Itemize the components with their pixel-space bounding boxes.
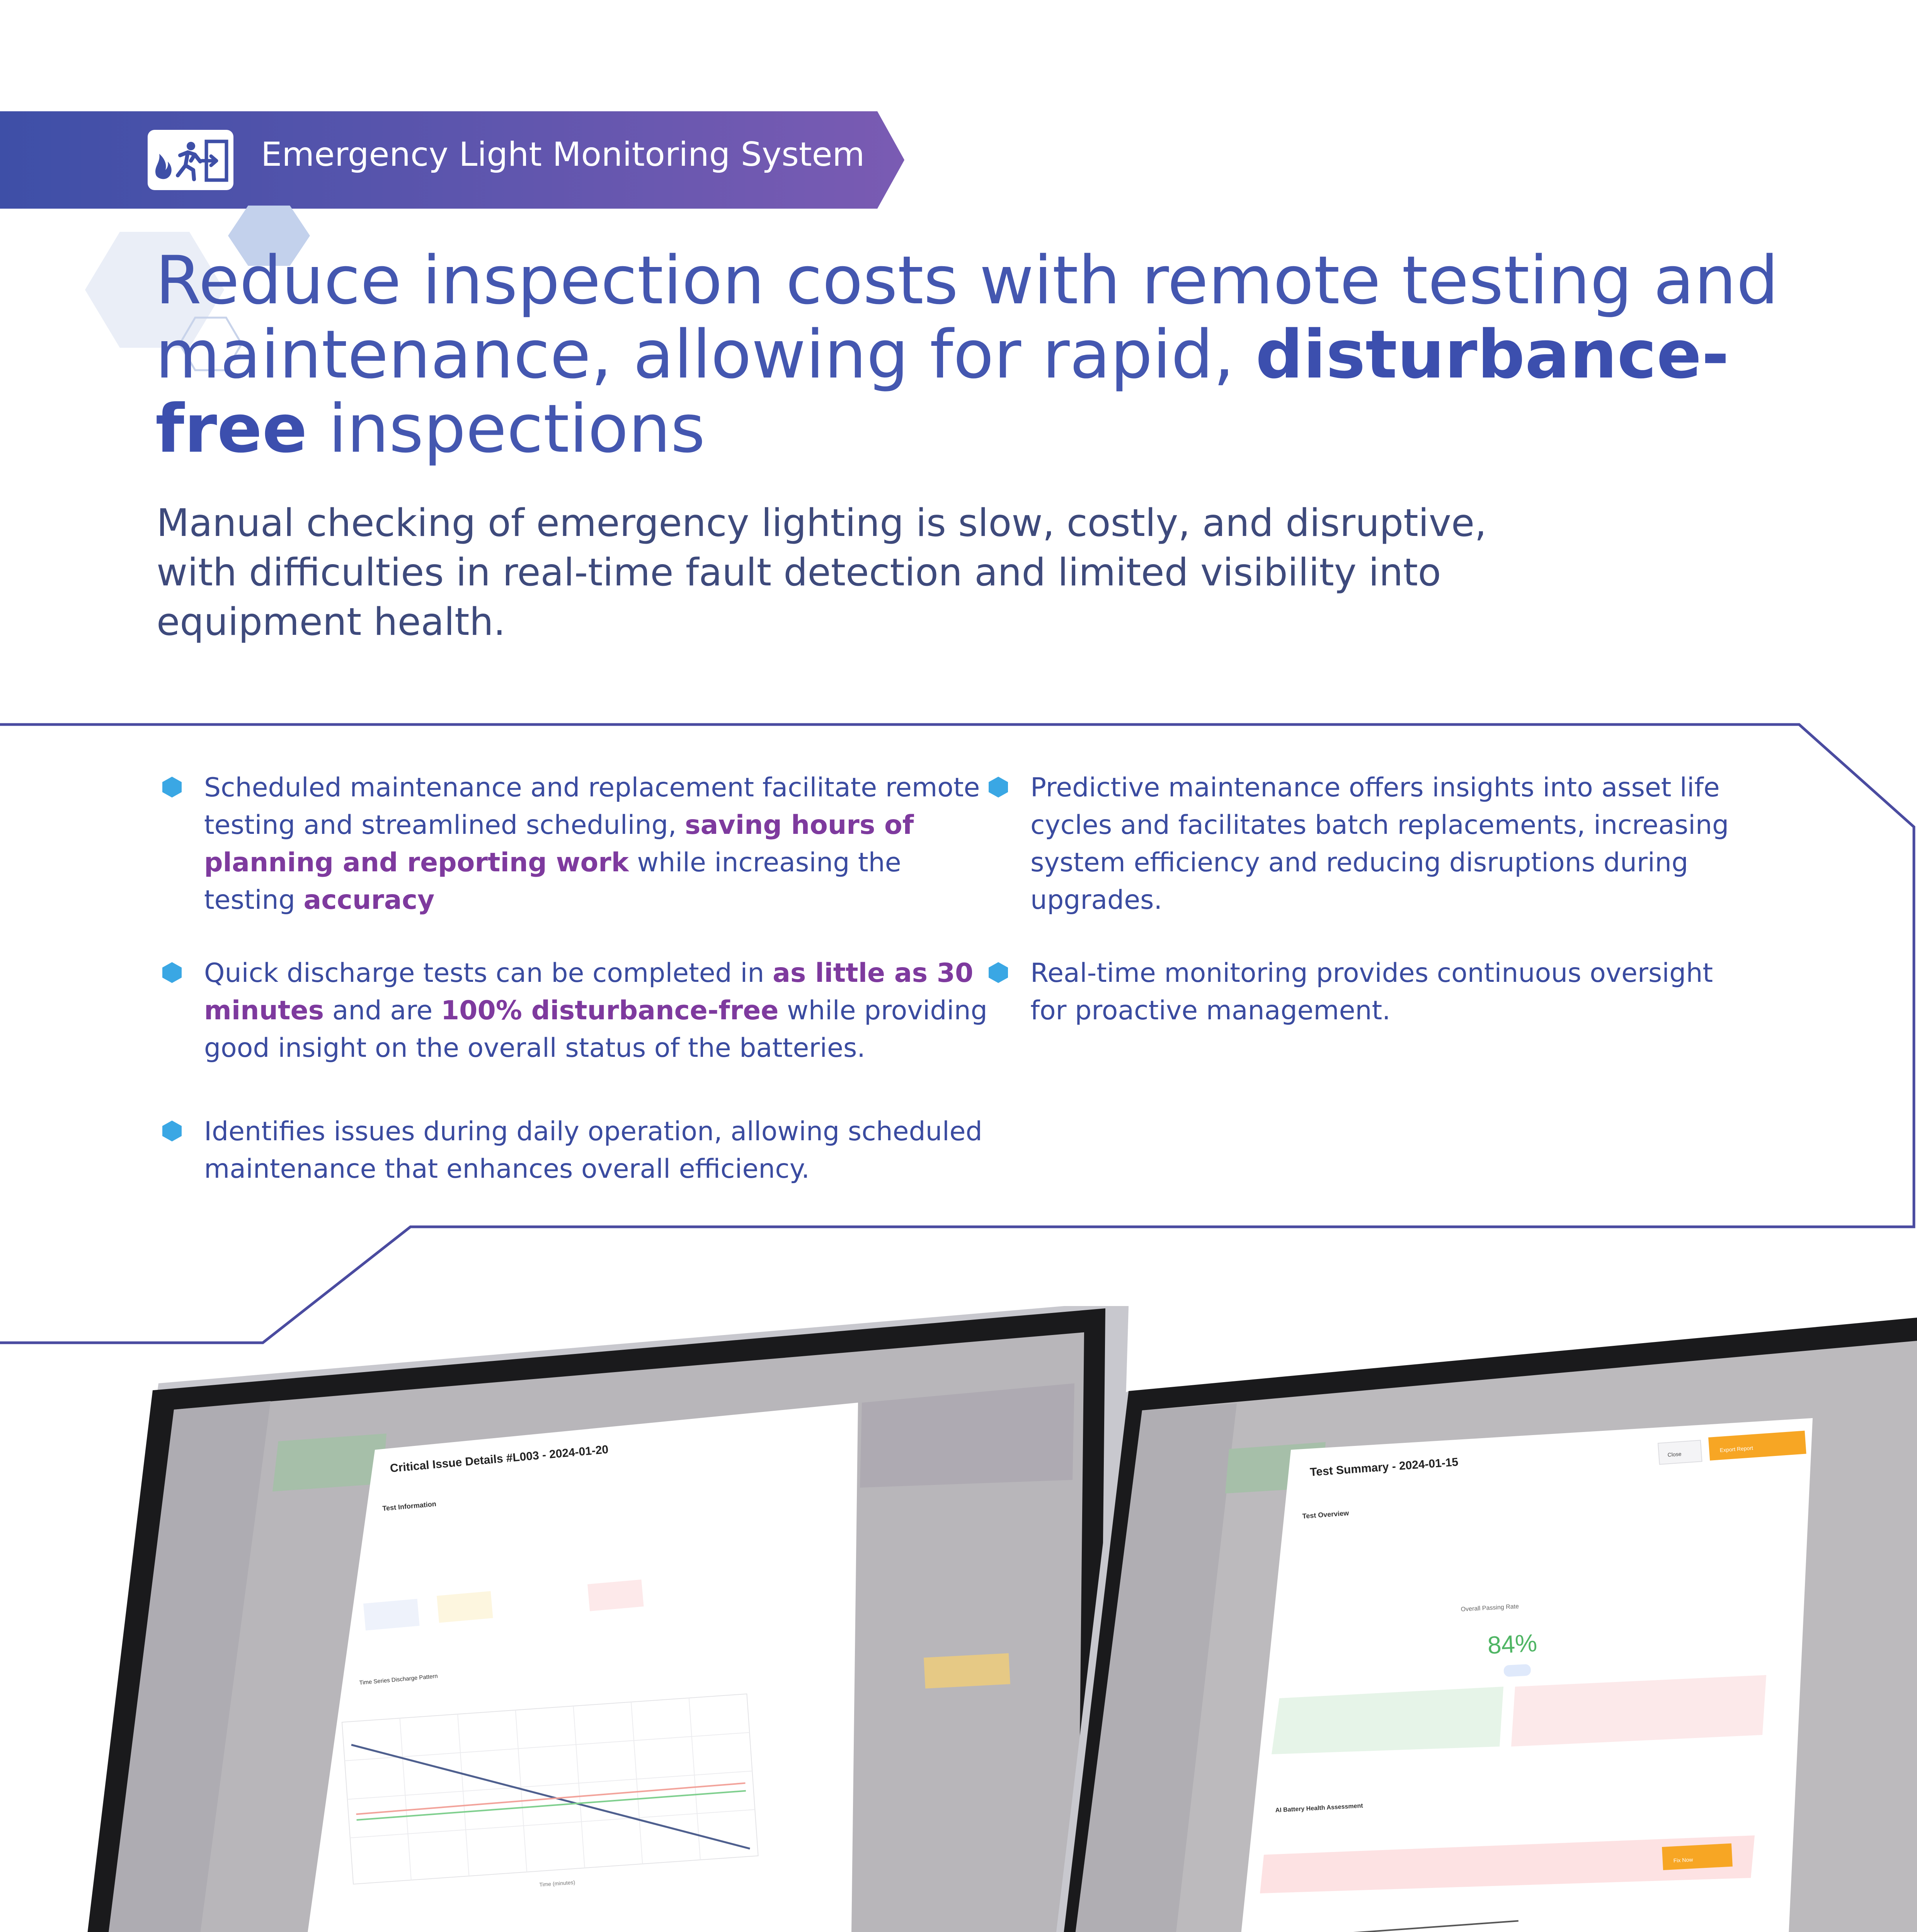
benefit-item [1030,954,1734,1029]
sub-headline: Manual checking of emergency lighting is slow, costly, and disruptive, with difficulties in real-time fault detection and limited visibility into equipment health. [157,501,1487,644]
page-headline [155,243,1817,466]
headline-emphasis: disturbance-free [155,316,1730,468]
headline-text-end: inspections [307,390,705,468]
hexagon-bullet-icon [161,776,183,798]
banner-title: Emergency Light Monitoring System [261,135,865,174]
benefit-highlight: 100% disturbance-free [441,995,779,1026]
monitor-scene [0,1306,1917,1932]
hexagon-bullet-icon [161,1120,183,1142]
fix-now-button[interactable] [1662,1844,1733,1870]
benefit-item [204,769,1000,919]
benefit-text: while providing good insight on the overall status of the batteries. [204,995,987,1063]
benefit-text: Predictive maintenance offers insights into asset life cycles and facilitates batch replacements, increasing system efficiency and reducing disruptions during upgrades. [1030,772,1729,915]
hexagon-bullet-icon [987,961,1010,984]
benefit-highlight: saving hours of planning and reporting work [204,810,914,878]
failed-count-card [1511,1675,1766,1747]
pass-rate-label: Overall Passing Rate [1461,1603,1519,1613]
fix-now-label: Fix Now [1673,1856,1693,1864]
left-monitor [66,1306,1129,1932]
benefit-text: Real-time monitoring provides continuous oversight for proactive management. [1030,958,1713,1026]
fire-exit-icon [148,130,233,190]
benefit-item [204,954,1000,1067]
benefit-text: Quick discharge tests can be completed in [204,958,773,988]
benefit-text: Identifies issues during daily operation, allowing scheduled maintenance that enhances overall efficiency. [204,1116,982,1184]
ai-health-title: AI Battery Health Assessment [1275,1803,1363,1814]
benefit-text: Scheduled maintenance and replacement facilitate remote testing and streamlined scheduling, [204,772,980,840]
hexagon-bullet-icon [161,961,183,984]
modal-title: Critical Issue Details #L003 - 2024-01-20 [389,1443,609,1475]
chart-title: Time Series Discharge Pattern [359,1673,438,1686]
benefit-text: while increasing the testing [204,847,901,915]
headline-text: Reduce inspection costs with remote testing and maintenance, allowing for rapid, [155,242,1779,393]
benefit-item [1030,769,1734,919]
benefit-highlight: as little as 30 minutes [204,958,974,1026]
benefit-text: and are [324,995,441,1026]
pass-rate-value: 84% [1486,1629,1538,1659]
hexagon-bullet-icon [987,776,1010,798]
chart-x-label: Time (minutes) [539,1879,575,1888]
close-button-label: Close [1667,1451,1682,1458]
modal-section-label: Test Information [382,1500,437,1512]
modal-title: Test Summary - 2024-01-15 [1309,1456,1459,1479]
benefit-item [204,1113,1000,1188]
modal-section-label: Test Overview [1302,1509,1349,1520]
export-report-label: Export Report [1720,1445,1754,1453]
benefit-highlight: accuracy [303,885,435,915]
right-monitor [1036,1318,1917,1932]
